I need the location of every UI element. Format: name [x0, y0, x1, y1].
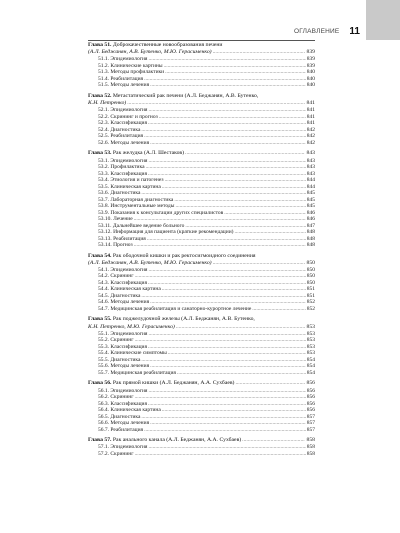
- chapter-prefix: Глава 53.: [88, 150, 112, 157]
- section-label: 52.5. Реабилитация: [98, 133, 144, 140]
- toc-chapter: [88, 93, 315, 146]
- section-page: 857: [306, 413, 315, 420]
- section-page: 839: [306, 56, 315, 63]
- section-page: 845: [306, 203, 315, 210]
- section-page: 844: [306, 177, 315, 184]
- leader-dots: [150, 82, 306, 89]
- chapter-authors-line: [88, 100, 315, 107]
- section-label: 55.2. Скрининг: [98, 337, 134, 344]
- section-label: 53.12. Информация для пациента (краткие рекомендации): [98, 229, 234, 236]
- chapter-title-line: [88, 316, 315, 323]
- section-page: 857: [306, 420, 315, 427]
- section-page: 858: [306, 450, 315, 457]
- section-label: 55.6. Методы лечения: [98, 363, 150, 370]
- section-page: 853: [306, 350, 315, 357]
- section-label: 53.2. Профилактика: [98, 164, 145, 171]
- section-page: 853: [306, 337, 315, 344]
- leader-dots: [134, 242, 306, 249]
- chapter-authors: (А.Л. Беджанян, А.В. Бутенко, М.Ю. Герасименко): [88, 49, 212, 56]
- section-page: 854: [306, 369, 315, 376]
- chapter-page: 850: [306, 259, 315, 266]
- section-page: 843: [306, 170, 315, 177]
- toc-chapter: [88, 150, 315, 248]
- section-label: 53.7. Лабораторная диагностика: [98, 196, 174, 203]
- section-page: 856: [306, 407, 315, 414]
- chapter-authors-line: [88, 260, 315, 267]
- section-page: 848: [306, 242, 315, 249]
- toc-section-row: [88, 140, 315, 147]
- leader-dots: [150, 140, 306, 147]
- section-page: 845: [306, 196, 315, 203]
- toc-chapter: [88, 253, 315, 313]
- running-header-section: ОГЛАВЛЕНИЕ: [294, 27, 340, 35]
- section-label: 52.4. Диагностика: [98, 126, 141, 133]
- leader-dots: [213, 260, 306, 266]
- chapter-title-line: [88, 253, 315, 260]
- chapter-page: 853: [306, 323, 315, 330]
- section-page: 843: [306, 157, 315, 164]
- section-label: 55.7. Медицинская реабилитация: [98, 369, 176, 376]
- section-page: 853: [306, 343, 315, 350]
- section-label: 53.4. Этиология и патогенез: [98, 177, 164, 184]
- section-label: 54.2. Скрининг: [98, 273, 134, 280]
- chapter-prefix: Глава 51.: [88, 42, 112, 48]
- leader-dots: [242, 437, 305, 443]
- section-label: 57.1. Эпидемиология: [98, 444, 148, 451]
- chapter-title: Рак поджелудочной железы (А.Л. Беджанян, А.В. Бутенко,: [112, 316, 255, 323]
- chapter-title: Метастатический рак печени (А.Л. Беджанян, А.В. Бутенко,: [112, 92, 259, 99]
- chapter-title: Доброкачественные новообразования печени: [112, 42, 223, 48]
- section-label: 56.4. Клиническая картина: [98, 407, 161, 414]
- section-label: 53.5. Клиническая картина: [98, 183, 161, 190]
- section-page: 843: [306, 164, 315, 171]
- section-label: 52.2. Скрининг и прогноз: [98, 113, 158, 120]
- chapter-page: 856: [306, 380, 315, 387]
- section-page: 852: [306, 299, 315, 306]
- section-page: 841: [306, 107, 315, 114]
- leader-dots: [135, 451, 306, 458]
- section-label: 51.5. Методы лечения: [98, 82, 150, 89]
- section-page: 841: [306, 120, 315, 127]
- section-label: 54.5. Диагностика: [98, 292, 141, 299]
- section-label: 51.4. Реабилитация: [98, 75, 144, 82]
- section-page: 856: [306, 387, 315, 394]
- toc-section-row: [88, 370, 315, 377]
- section-label: 51.1. Эпидемиология: [98, 56, 148, 63]
- section-page: 851: [306, 286, 315, 293]
- toc-chapter: [88, 380, 315, 433]
- section-label: 55.1. Эпидемиология: [98, 330, 148, 337]
- chapter-prefix: Глава 52.: [88, 92, 112, 99]
- chapter-authors: К.Н. Петренко, М.Ю. Герасименко): [88, 323, 175, 330]
- chapter-authors: (А.Л. Беджанян, А.В. Бутенко, М.Ю. Герасименко): [88, 259, 212, 266]
- leader-dots: [127, 100, 305, 106]
- section-label: 54.7. Медицинская реабилитация и санаторно-курортное лечение: [98, 305, 252, 312]
- section-page: 854: [306, 356, 315, 363]
- section-label: 53.11. Дальнейшее ведение больного: [98, 222, 185, 229]
- section-page: 840: [306, 82, 315, 89]
- leader-dots: [177, 370, 306, 377]
- section-label: 56.6. Методы лечения: [98, 420, 150, 427]
- leader-dots: [235, 380, 305, 386]
- chapter-authors: К.Н. Петренко): [88, 100, 127, 107]
- section-label: 53.6. Диагностика: [98, 190, 141, 197]
- section-label: 51.3. Методы профилактики: [98, 69, 165, 76]
- section-label: 52.1. Эпидемиология: [98, 107, 148, 114]
- section-label: 53.3. Классификация: [98, 170, 148, 177]
- section-page: 854: [306, 363, 315, 370]
- toc-chapter: [88, 437, 315, 457]
- section-label: 55.5. Диагностика: [98, 356, 141, 363]
- section-label: 54.3. Классификация: [98, 279, 148, 286]
- chapter-prefix: Глава 56.: [88, 380, 112, 387]
- section-label: 54.6. Методы лечения: [98, 299, 150, 306]
- toc-section-row: [88, 306, 315, 313]
- page-number: 11: [349, 25, 360, 37]
- section-label: 52.6. Методы лечения: [98, 139, 150, 146]
- section-page: 848: [306, 229, 315, 236]
- toc-section-row: [88, 451, 315, 458]
- chapter-title-line: [88, 150, 315, 157]
- section-page: 851: [306, 292, 315, 299]
- chapter-prefix: Глава 55.: [88, 316, 112, 323]
- chapter-page: 858: [306, 437, 315, 444]
- section-page: 850: [306, 266, 315, 273]
- chapter-prefix: Глава 57.: [88, 437, 112, 444]
- section-label: 56.2. Скрининг: [98, 394, 134, 401]
- section-page: 856: [306, 400, 315, 407]
- section-label: 56.3. Классификация: [98, 400, 148, 407]
- section-label: 52.3. Классификация: [98, 120, 148, 127]
- chapter-authors-line: [88, 49, 315, 56]
- section-page: 846: [306, 209, 315, 216]
- toc-chapter: [88, 42, 315, 89]
- section-page: 857: [306, 426, 315, 433]
- section-label: 56.5. Диагностика: [98, 413, 141, 420]
- section-page: 847: [306, 222, 315, 229]
- section-page: 845: [306, 190, 315, 197]
- leader-dots: [213, 49, 306, 55]
- chapter-title: Рак анального канала (А.Л. Беджанян, А.А. Сухбаев): [112, 437, 242, 444]
- chapter-title-line: [88, 437, 315, 444]
- section-label: 55.3. Классификация: [98, 343, 148, 350]
- section-page: 840: [306, 69, 315, 76]
- header-rule: [88, 40, 315, 41]
- running-header: [282, 23, 360, 39]
- leader-dots: [185, 150, 305, 156]
- section-label: 56.7. Реабилитация: [98, 426, 144, 433]
- toc-section-row: [88, 427, 315, 434]
- chapter-prefix: Глава 54.: [88, 252, 112, 259]
- leader-dots: [176, 324, 306, 330]
- section-page: 852: [306, 305, 315, 312]
- table-of-contents: [88, 42, 315, 461]
- section-page: 842: [306, 139, 315, 146]
- section-label: 53.9. Показания к консультации других специалистов: [98, 209, 224, 216]
- section-label: 53.1. Эпидемиология: [98, 157, 148, 164]
- section-label: 53.14. Прогноз: [98, 242, 133, 249]
- section-page: 853: [306, 330, 315, 337]
- section-page: 844: [306, 183, 315, 190]
- section-label: 55.4. Клинические симптомы: [98, 350, 167, 357]
- section-page: 841: [306, 113, 315, 120]
- section-label: 54.1. Эпидемиология: [98, 266, 148, 273]
- toc-section-row: [88, 242, 315, 249]
- leader-dots: [144, 427, 306, 434]
- section-label: 53.8. Инструментальные методы: [98, 203, 175, 210]
- chapter-title: Рак желудка (А.Л. Шестаков): [112, 150, 185, 157]
- section-page: 846: [306, 216, 315, 223]
- section-label: 53.13. Реабилитация: [98, 235, 146, 242]
- section-label: 53.10. Лечение: [98, 216, 133, 223]
- section-page: 842: [306, 126, 315, 133]
- section-page: 840: [306, 75, 315, 82]
- section-page: 850: [306, 279, 315, 286]
- toc-chapter: [88, 316, 315, 376]
- chapter-title: Рак прямой кишки (А.Л. Беджанян, А.А. Сухбаев): [112, 380, 235, 387]
- page-corner-tab: [366, 0, 400, 40]
- section-label: 56.1. Эпидемиология: [98, 387, 148, 394]
- chapter-title: Рак ободочной кишки и рак ректосигмоидного соединения: [112, 252, 256, 259]
- toc-section-row: [88, 82, 315, 89]
- section-page: 858: [306, 444, 315, 451]
- section-label: 51.2. Клинические картины: [98, 62, 163, 69]
- chapter-page: 839: [306, 49, 315, 56]
- section-label: 57.2. Скрининг: [98, 450, 134, 457]
- chapter-page: 843: [306, 150, 315, 157]
- section-page: 856: [306, 394, 315, 401]
- leader-dots: [252, 306, 305, 313]
- section-page: 842: [306, 133, 315, 140]
- chapter-authors-line: [88, 324, 315, 331]
- chapter-page: 841: [306, 100, 315, 107]
- section-page: 850: [306, 273, 315, 280]
- section-page: 848: [306, 235, 315, 242]
- chapter-title-line: [88, 380, 315, 387]
- section-page: 839: [306, 62, 315, 69]
- section-label: 54.4. Клиническая картина: [98, 286, 161, 293]
